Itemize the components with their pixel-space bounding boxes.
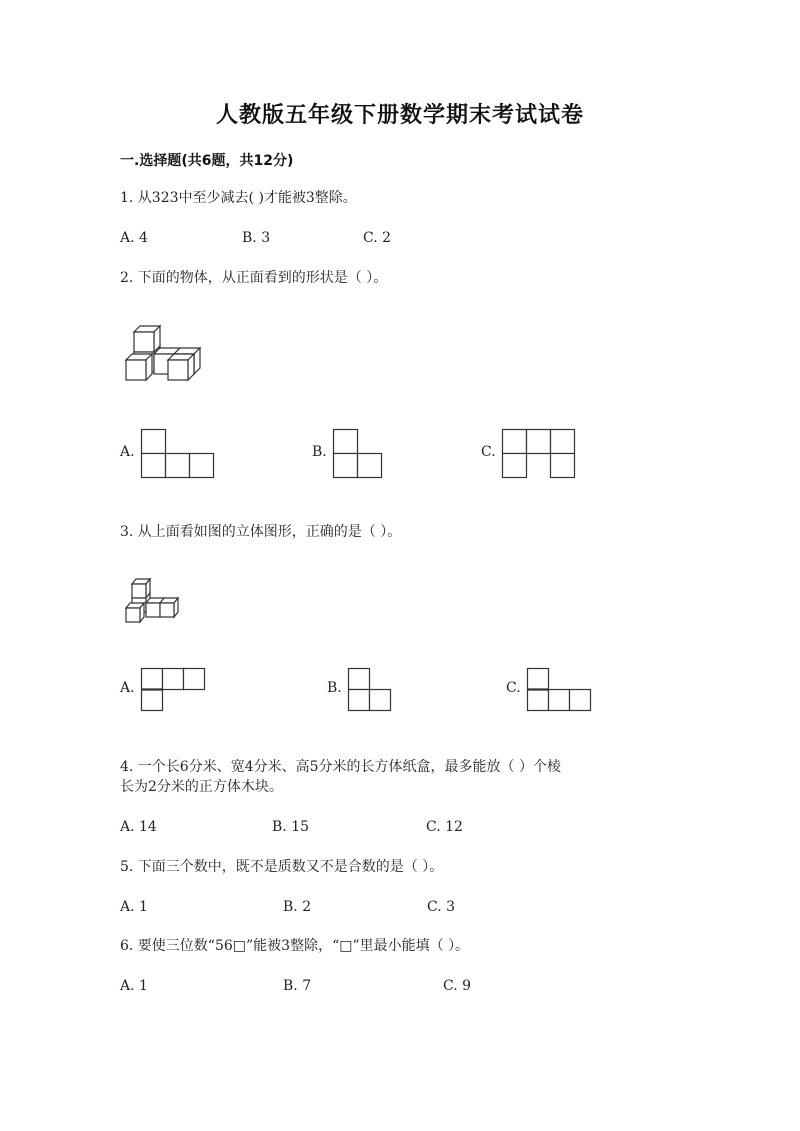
question-2-option-c-figure bbox=[502, 429, 576, 479]
question-2-option-c[interactable]: C. bbox=[481, 444, 496, 460]
question-4-option-b[interactable]: B. 15 bbox=[272, 819, 310, 835]
question-6-option-a[interactable]: A. 1 bbox=[120, 978, 148, 994]
question-5-option-b[interactable]: B. 2 bbox=[283, 899, 312, 915]
question-6-option-c[interactable]: C. 9 bbox=[443, 978, 472, 994]
question-1-option-c[interactable]: C. 2 bbox=[363, 230, 392, 246]
question-3-option-b[interactable]: B. bbox=[327, 680, 342, 696]
question-2-option-a[interactable]: A. bbox=[120, 444, 135, 460]
question-3-option-c-figure bbox=[527, 668, 593, 714]
question-6-option-b[interactable]: B. 7 bbox=[283, 978, 312, 994]
question-2-option-b[interactable]: B. bbox=[312, 444, 327, 460]
question-1-stem: 1. 从323中至少减去( )才能被3整除。 bbox=[120, 190, 357, 206]
question-3-stem: 3. 从上面看如图的立体图形，正确的是（ ）。 bbox=[120, 524, 402, 540]
question-4-stem-line-2: 长为2分米的正方体木块。 bbox=[120, 779, 283, 795]
question-3-option-a[interactable]: A. bbox=[120, 680, 135, 696]
question-4-option-a[interactable]: A. 14 bbox=[120, 819, 157, 835]
question-3-option-a-figure bbox=[141, 668, 207, 714]
question-5-option-a[interactable]: A. 1 bbox=[120, 899, 148, 915]
page-title: 人教版五年级下册数学期末考试试卷 bbox=[215, 103, 584, 128]
section-heading: 一.选择题(共6题，共12分) bbox=[120, 153, 294, 169]
question-2-solid-figure bbox=[120, 320, 210, 390]
question-6-stem: 6. 要使三位数“56□”能被3整除，“□”里最小能填（ ）。 bbox=[120, 938, 470, 954]
question-2-stem: 2. 下面的物体，从正面看到的形状是（ ）。 bbox=[120, 270, 388, 286]
question-5-stem: 5. 下面三个数中，既不是质数又不是合数的是（ ）。 bbox=[120, 859, 444, 875]
question-1-option-a[interactable]: A. 4 bbox=[120, 230, 148, 246]
question-4-stem-line-1: 4. 一个长6分米、宽4分米、高5分米的长方体纸盒，最多能放（ ）个棱 bbox=[120, 759, 561, 775]
question-3-solid-figure bbox=[122, 576, 188, 626]
question-2-option-b-figure bbox=[333, 429, 383, 479]
question-4-option-c[interactable]: C. 12 bbox=[426, 819, 463, 835]
question-5-option-c[interactable]: C. 3 bbox=[427, 899, 456, 915]
question-1-option-b[interactable]: B. 3 bbox=[242, 230, 271, 246]
question-3-option-b-figure bbox=[348, 668, 394, 714]
question-3-option-c[interactable]: C. bbox=[506, 680, 521, 696]
question-2-option-a-figure bbox=[141, 429, 215, 479]
